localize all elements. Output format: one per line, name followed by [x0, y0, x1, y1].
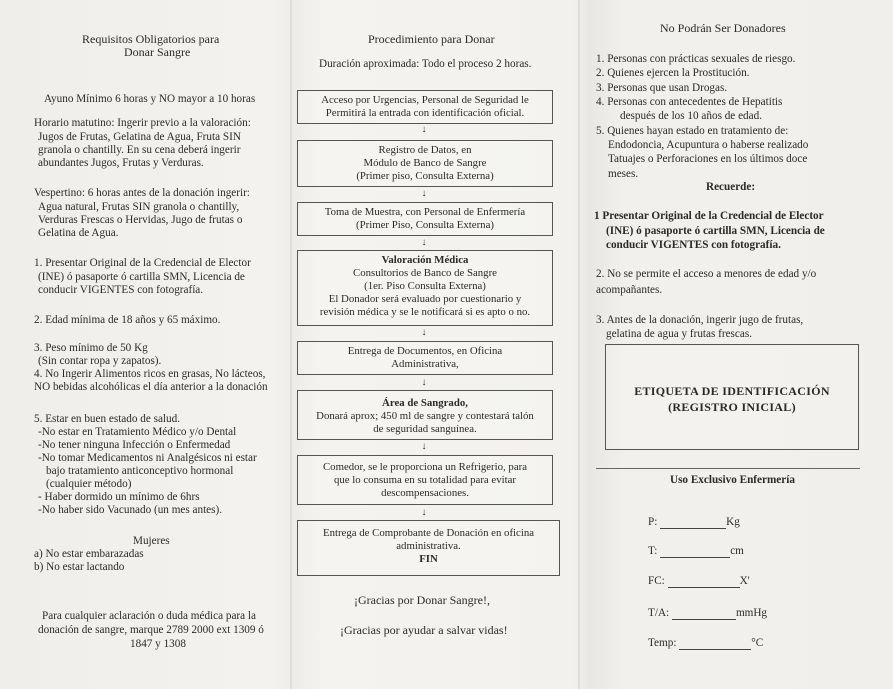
- down-arrow-icon: ↓: [421, 188, 427, 199]
- step-line: Acceso por Urgencias, Personal de Seguridad le: [321, 94, 529, 106]
- ineligibility-item: Tatuajes o Perforaciones en los últimos doce: [608, 153, 808, 165]
- weight-blank[interactable]: [660, 517, 726, 529]
- blood-pressure-field[interactable]: [648, 607, 767, 620]
- nursing-only-heading: Uso Exclusivo Enfermería: [670, 474, 795, 486]
- step-box-muestra: [297, 202, 553, 236]
- step-line: que lo consuma en su totalidad para evitar: [334, 474, 516, 486]
- step-line: Módulo de Banco de Sangre: [363, 157, 487, 169]
- step-line: Valoración Médica: [381, 254, 469, 266]
- remember-item-1: conducir VIGENTES con fotografía.: [606, 239, 781, 251]
- fasting-text: Ayuno Mínimo 6 horas y NO mayor a 10 horas: [44, 93, 256, 105]
- requirement-4-line: 4. No Ingerir Alimentos ricos en grasas, No lácteos,: [34, 368, 266, 380]
- thanks-donating: ¡Gracias por Donar Sangre!,: [354, 593, 490, 607]
- step-box-registro: [297, 140, 553, 187]
- morning-schedule-line: granola o chantilly. En su cena deberá ingerir: [38, 144, 241, 156]
- ineligibility-item: 2. Quienes ejercen la Prostitución.: [596, 67, 750, 79]
- temperature-blank[interactable]: [679, 638, 751, 650]
- contact-line: Para cualquier aclaración o duda médica para la: [42, 610, 256, 622]
- requirement-5-line: -No tener ninguna Infección o Enfermedad: [38, 439, 231, 451]
- step-line: Permitirá la entrada con identificación oficial.: [325, 107, 525, 119]
- temperature-label: Temp:: [648, 637, 677, 649]
- ineligibility-item: 1. Personas con prácticas sexuales de riesgo.: [596, 53, 796, 65]
- requirement-1-line: conducir VIGENTES con fotografía.: [38, 284, 204, 296]
- step-line: Área de Sangrado,: [382, 397, 468, 409]
- requirement-4-line: NO bebidas alcohólicas el día anterior a la donación: [34, 381, 268, 393]
- divider: [596, 468, 860, 469]
- step-line: descompensaciones.: [381, 487, 469, 499]
- requirement-2: 2. Edad mínima de 18 años y 65 máximo.: [34, 314, 221, 326]
- morning-schedule-line: abundantes Jugos, Frutas y Verduras.: [38, 157, 204, 169]
- procedure-title: Procedimiento para Donar: [368, 32, 495, 46]
- thanks-saving-lives: ¡Gracias por ayudar a salvar vidas!: [340, 623, 508, 637]
- women-heading: Mujeres: [133, 535, 170, 547]
- requirement-5-line: -No estar en Tratamiento Médico y/o Dental: [38, 426, 237, 438]
- ineligibility-item: 4. Personas con antecedentes de Hepatitis: [596, 96, 783, 108]
- step-box-urgencias: [297, 90, 553, 124]
- step-line: Toma de Muestra, con Personal de Enfermería: [324, 206, 526, 218]
- duration-text: Duración aproximada: Todo el proceso 2 horas.: [319, 58, 532, 70]
- blood-pressure-unit: mmHg: [735, 607, 768, 619]
- ineligibility-item: después de los 10 años de edad.: [620, 110, 762, 122]
- step-line: administrativa.: [396, 540, 461, 552]
- ineligibility-item: meses.: [608, 168, 639, 180]
- heart-rate-label: FC:: [648, 575, 665, 587]
- remember-item-3: 3. Antes de la donación, ingerir jugo de frutas,: [596, 314, 804, 326]
- down-arrow-icon: ↓: [421, 507, 427, 518]
- fold-line-left: [290, 0, 292, 689]
- height-label: T:: [648, 545, 658, 557]
- identification-label-title: ETIQUETA DE IDENTIFICACIÓN: [634, 384, 830, 398]
- down-arrow-icon: ↓: [421, 237, 427, 248]
- requirement-1-line: 1. Presentar Original de la Credencial de Elector: [34, 257, 251, 269]
- contact-line: donación de sangre, marque 2789 2000 ext 1309 ó: [38, 624, 264, 636]
- step-box-comprobante: [297, 520, 560, 576]
- step-box-comedor: [297, 455, 553, 505]
- step-box-documentos: [297, 341, 553, 375]
- weight-unit: Kg: [726, 516, 740, 528]
- requirement-3-line: (Sin contar ropa y zapatos).: [38, 355, 162, 367]
- step-line: Donará aprox; 450 ml de sangre y contestará talón: [316, 410, 534, 422]
- remember-item-2: 2. No se permite el acceso a menores de edad y/o: [596, 268, 817, 280]
- requirement-1-line: (INE) ó pasaporte ó cartilla SMN, Licencia de: [38, 271, 245, 283]
- step-line: Administrativa,: [391, 358, 459, 370]
- morning-schedule-line: Jugos de Frutas, Gelatina de Agua, Fruta SIN: [38, 131, 241, 143]
- height-blank[interactable]: [660, 546, 730, 558]
- heart-rate-unit: X': [739, 575, 750, 587]
- requirement-5-line: bajo tratamiento anticonceptivo hormonal: [46, 465, 234, 477]
- ineligibility-item: 3. Personas que usan Drogas.: [596, 82, 728, 94]
- remember-heading: Recuerde:: [706, 181, 756, 193]
- requirement-5-line: -No tomar Medicamentos ni Analgésicos ni estar: [38, 452, 257, 464]
- step-line: Comedor, se le proporciona un Refrigerio, para: [322, 461, 528, 473]
- weight-field[interactable]: [648, 516, 740, 529]
- evening-schedule-line: Gelatina de Agua.: [38, 227, 119, 239]
- evening-schedule-line: Agua natural, Frutas SIN granola o chantilly,: [38, 201, 240, 213]
- requirement-5-line: - Haber dormido un mínimo de 6hrs: [38, 491, 200, 503]
- step-line-fin: FIN: [419, 553, 438, 565]
- requirement-3-line: 3. Peso mínimo de 50 Kg: [34, 342, 148, 354]
- blood-pressure-blank[interactable]: [672, 608, 736, 620]
- evening-schedule-line: Verduras Frescas o Hervidas, Jugo de frutas o: [38, 214, 243, 226]
- step-line: Entrega de Comprobante de Donación en oficina: [322, 527, 535, 539]
- step-line: Registro de Datos, en: [378, 144, 472, 156]
- requirement-5-heading: 5. Estar en buen estado de salud.: [34, 413, 181, 425]
- step-line: (1er. Piso Consulta Externa): [364, 280, 486, 292]
- contact-line: 1847 y 1308: [130, 638, 186, 650]
- morning-schedule-heading: Horario matutino: Ingerir previo a la valoración:: [34, 117, 251, 129]
- step-box-sangrado: [297, 390, 553, 440]
- requirements-title-line1: Requisitos Obligatorios para: [82, 32, 220, 46]
- requirements-title-line2: Donar Sangre: [124, 45, 191, 59]
- weight-label: P:: [648, 516, 658, 528]
- temperature-unit: °C: [751, 637, 764, 649]
- ineligibility-item: 5. Quienes hayan estado en tratamiento de:: [596, 125, 789, 137]
- step-box-valoracion: [297, 250, 553, 326]
- down-arrow-icon: ↓: [421, 377, 427, 388]
- remember-item-3: gelatina de agua y frutas frescas.: [606, 328, 752, 340]
- women-requirement: a) No estar embarazadas: [34, 548, 144, 560]
- evening-schedule-heading: Vespertino: 6 horas antes de la donación ingerir:: [34, 187, 250, 199]
- identification-label-box: [605, 344, 859, 450]
- height-field[interactable]: [648, 545, 744, 558]
- step-line: El Donador será evaluado por cuestionario y: [328, 293, 522, 305]
- fold-line-right: [578, 0, 580, 689]
- step-line: revisión médica y se le notificará si es apto o no.: [319, 306, 531, 318]
- remember-item-1: (INE) ó pasaporte ó cartilla SMN, Licencia de: [606, 225, 825, 237]
- requirement-5-line: -No haber sido Vacunado (un mes antes).: [38, 504, 223, 516]
- remember-item-1: 1 Presentar Original de la Credencial de Elector: [594, 210, 824, 222]
- height-unit: cm: [730, 545, 744, 557]
- requirement-5-line: (cualquier método): [46, 478, 132, 490]
- step-line: (Primer Piso, Consulta Externa): [356, 219, 494, 231]
- down-arrow-icon: ↓: [421, 124, 427, 135]
- temperature-field[interactable]: [648, 637, 763, 650]
- heart-rate-blank[interactable]: [668, 576, 740, 588]
- down-arrow-icon: ↓: [421, 441, 427, 452]
- identification-label-subtitle: (REGISTRO INICIAL): [668, 400, 796, 414]
- ineligibility-title: No Podrán Ser Donadores: [660, 21, 786, 35]
- heart-rate-field[interactable]: [648, 575, 750, 588]
- remember-item-2: acompañantes.: [596, 284, 663, 296]
- women-requirement: b) No estar lactando: [34, 561, 125, 573]
- step-line: Entrega de Documentos, en Oficina: [347, 345, 503, 357]
- ineligibility-item: Endodoncia, Acupuntura o haberse realizado: [608, 139, 809, 151]
- step-line: Consultorios de Banco de Sangre: [353, 267, 497, 279]
- step-line: (Primer piso, Consulta Externa): [356, 170, 494, 182]
- blood-pressure-label: T/A:: [648, 607, 670, 619]
- down-arrow-icon: ↓: [421, 327, 427, 338]
- step-line: de seguridad sanguínea.: [373, 423, 477, 435]
